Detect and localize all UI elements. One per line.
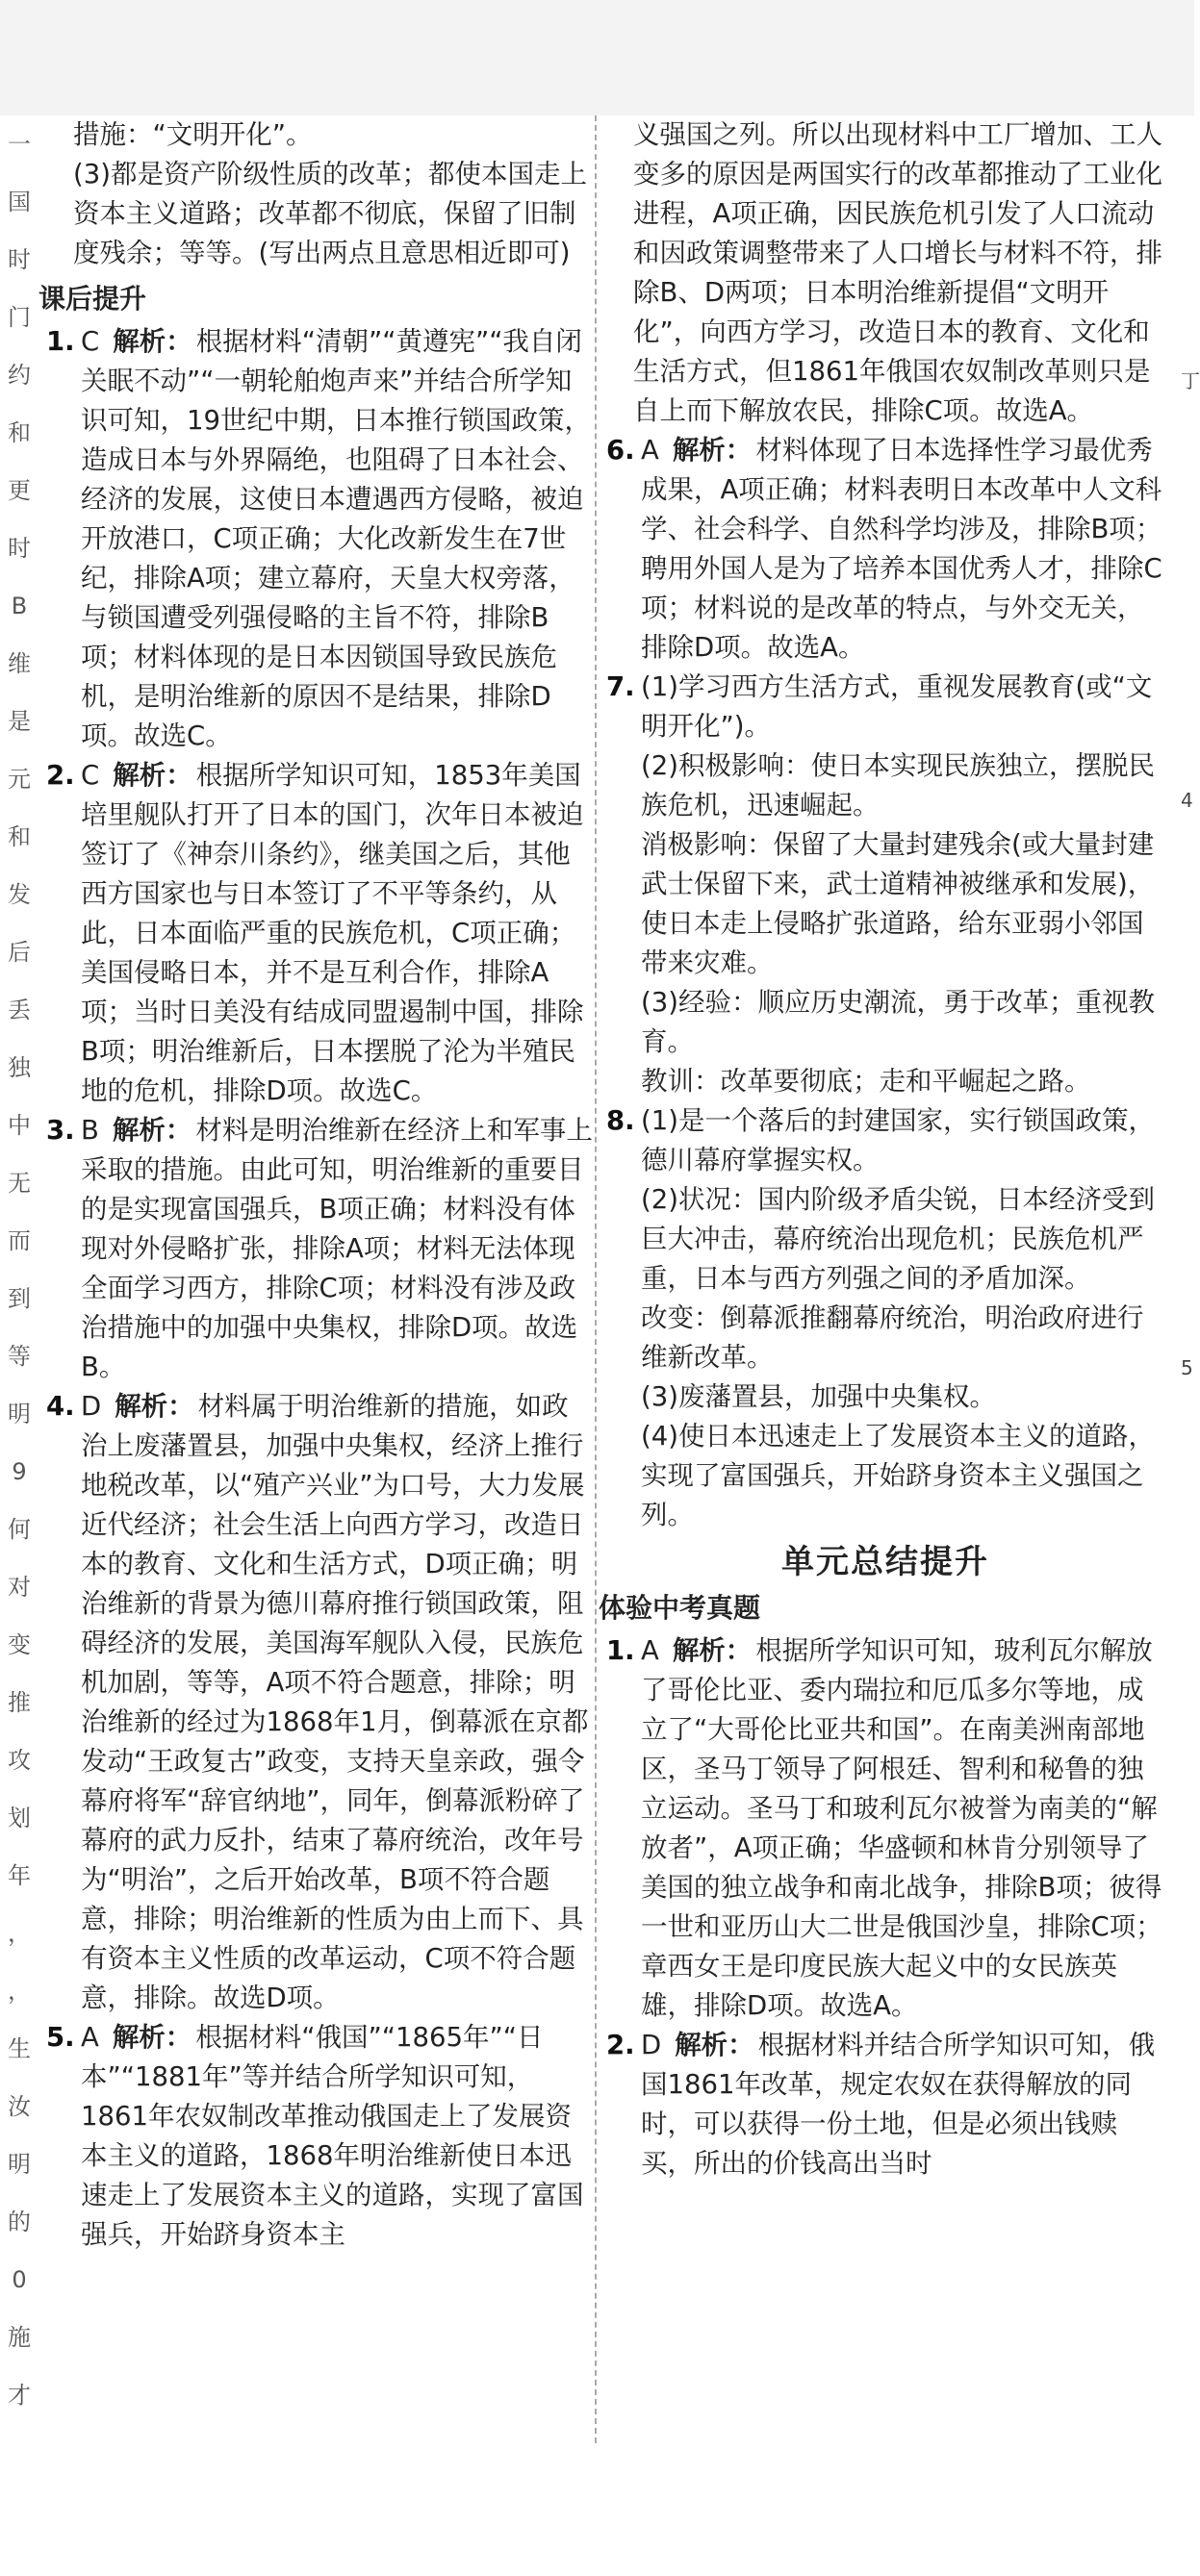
answer-item: [46, 2018, 595, 2255]
left-column: [38, 115, 595, 2255]
gutter-char: 划: [8, 1805, 31, 1831]
gutter-char: ，: [8, 1920, 31, 1947]
item-line: (4)使日本迅速走上了发展资本主义的道路，实现了富国强兵，开始跻身资本主义强国之列。: [641, 1421, 1155, 1530]
item-number: 1.: [46, 326, 75, 357]
column-divider: [595, 115, 597, 2443]
item-answer: C: [81, 326, 100, 357]
top-band: [0, 0, 1194, 115]
gutter-char: 攻: [8, 1747, 31, 1774]
answer-item: [46, 322, 595, 756]
item-text: 根据所学知识可知，玻利瓦尔解放了哥伦比亚、委内瑞拉和厄瓜多尔等地，成立了“大哥伦比亚共和国”。在南美洲南部地区，圣马丁领导了阿根廷、智利和秘鲁的独立运动。圣马丁和玻利瓦尔被誉为南美的“解放者”，A项正确；华盛顿和林肯分别领导了美国的独立战争和南北战争，排除B项；彼得一世和亚历山大二世是俄国沙皇，排除C项；章西女王是印度民族大起义中的女民族英雄，排除D项。故选A。: [641, 1635, 1162, 2021]
gutter-char: 独: [8, 1054, 31, 1081]
item-line: (3)废藩置县，加强中央集权。: [641, 1381, 996, 1412]
item-number: 7.: [606, 671, 635, 702]
gutter-char: 门: [8, 304, 31, 331]
gutter-char: 对: [8, 1574, 31, 1601]
section-heading-after-class: 课后提升: [38, 283, 147, 315]
item-answer: D: [81, 1391, 102, 1422]
gutter-char: 是: [8, 708, 31, 735]
answer-item: [46, 1387, 595, 2018]
item-text: 根据材料“俄国”“1865年”“日本”“1881年”等并结合所学知识可知，1861年农奴制改革推动俄国走上了发展资本主义的道路，1868年明治维新使日本迅速走上了发展资本主义的道路，实现了富国强兵，开始跻身资本主: [81, 2022, 584, 2250]
item-answer: C: [81, 760, 100, 791]
answer-item: [606, 1631, 1164, 2026]
gutter-char: 汝: [8, 2093, 31, 2120]
answer-item: [46, 756, 595, 1111]
gutter-char: 和: [8, 419, 31, 446]
gutter-char: 变: [8, 1631, 31, 1658]
left-gutter-fragments: [0, 115, 38, 2443]
gutter-char: 一: [8, 131, 31, 158]
gutter-char: 后: [8, 939, 31, 966]
analysis-label: 解析：: [112, 2022, 192, 2053]
gutter-char: B: [11, 593, 28, 619]
item-answer: A: [641, 435, 659, 466]
gutter-char: 才: [8, 2382, 31, 2409]
gutter-char: 生: [8, 2035, 31, 2062]
item-answer: A: [81, 2022, 99, 2053]
unit-summary-title: 单元总结提升: [781, 1543, 989, 1581]
gutter-char: 发: [8, 881, 31, 908]
gutter-char: 明: [8, 2151, 31, 2178]
intro-line: (3)都是资产阶级性质的改革；都使本国走上资本主义道路；改革都不彻底，保留了旧制度残余；等等。(写出两点且意思相近即可): [73, 159, 587, 268]
item-line: (2)状况：国内阶级矛盾尖锐，日本经济受到巨大冲击，幕府统治出现危机；民族危机严重，日本与西方列强之间的矛盾加深。: [641, 1184, 1155, 1294]
item-line: (1)是一个落后的封建国家，实行锁国政策，德川幕府掌握实权。: [641, 1105, 1155, 1175]
item-number: 5.: [46, 2022, 75, 2053]
item-number: 4.: [46, 1391, 75, 1422]
item-line: 教训：改革要彻底；走和平崛起之路。: [641, 1066, 1091, 1097]
item-line: 消极影响：保留了大量封建残余(或大量封建武士保留下来，武士道精神被继承和发展)，使日本走上侵略扩张道路，给东亚弱小邻国带来灾难。: [641, 829, 1155, 978]
item-answer: B: [81, 1115, 99, 1146]
gutter-char: 和: [8, 823, 31, 850]
gutter-char: 年: [8, 1862, 31, 1889]
item-answer: D: [641, 2030, 662, 2060]
answer-item: [606, 668, 1164, 1101]
item-number: 2.: [606, 2030, 635, 2060]
gutter-char: 约: [8, 362, 31, 389]
right-column: [599, 115, 1164, 2184]
item-number: 2.: [46, 760, 75, 791]
gutter-char: 元: [8, 766, 31, 793]
item-text: 根据材料“清朝”“黄遵宪”“我自闭关眠不动”“一朝轮舶炮声来”并结合所学知识可知，19世纪中期，日本推行锁国政策，造成日本与外界隔绝，也阻碍了日本社会、经济的发展，这使日本遭遇西方侵略，被迫开放港口，C项正确；大化改新发生在7世纪，排除A项；建立幕府，天皇大权旁落，与锁国遭受列强侵略的主旨不符，排除B项；材料体现的是日本因锁国导致民族危机，是明治维新的原因不是结果，排除D项。故选C。: [81, 326, 591, 751]
gutter-char: 时: [8, 535, 31, 562]
gutter-char: 维: [8, 650, 31, 677]
answer-item: [606, 1101, 1164, 1535]
item-line: (1)学习西方生活方式，重视发展教育(或“文明开化”)。: [641, 671, 1153, 742]
right-edge-mark: 5: [1181, 1356, 1193, 1379]
analysis-label: 解析：: [112, 1115, 192, 1146]
item-number: 1.: [606, 1635, 635, 1666]
item-text: 根据材料并结合所学知识可知，俄国1861年改革，规定农奴在获得解放的同时，可以获得一份土地，但是必须出钱赎买，所出的价钱高出当时: [641, 2030, 1156, 2179]
gutter-char: 无: [8, 1170, 31, 1197]
gutter-char: 到: [8, 1285, 31, 1312]
gutter-char: 的: [8, 2209, 31, 2235]
analysis-label: 解析：: [113, 326, 192, 357]
analysis-label: 解析：: [115, 1391, 194, 1422]
analysis-label: 解析：: [675, 2030, 754, 2060]
analysis-label: 解析：: [672, 435, 753, 466]
gutter-char: 9: [12, 1458, 27, 1485]
gutter-char: 何: [8, 1516, 31, 1543]
analysis-label: 解析：: [113, 760, 192, 791]
section-heading-exam: 体验中考真题: [599, 1592, 761, 1624]
answer-item: [46, 1111, 595, 1387]
answer-item: [606, 2026, 1164, 2184]
gutter-char: 中: [8, 1112, 31, 1139]
gutter-char: 而: [8, 1227, 31, 1254]
gutter-char: 丢: [8, 997, 31, 1023]
item-line: (3)经验：顺应历史潮流，勇于改革；重视教育。: [641, 987, 1155, 1057]
gutter-char: 国: [8, 189, 31, 215]
right-edge-fragments: [1181, 115, 1200, 2443]
right-edge-mark: 4: [1181, 789, 1193, 812]
continued-text: 义强国之列。所以出现材料中工厂增加、工人变多的原因是两国实行的改革都推动了工业化进程，A项正确，因民族危机引发了人口流动和因政策调整带来了人口增长与材料不符，排除B、D两项；日本明治维新提倡“文明开化”，向西方学习，改造日本的教育、文化和生活方式，但1861年俄国农奴制改革则只是自上而下解放农民，排除C项。故选A。: [633, 119, 1162, 426]
right-edge-mark: 丁: [1181, 369, 1200, 392]
item-answer: A: [641, 1635, 659, 1666]
gutter-char: 更: [8, 477, 31, 504]
gutter-char: 等: [8, 1343, 31, 1370]
item-line: 改变：倒幕派推翻幕府统治，明治政府进行维新改革。: [641, 1302, 1144, 1373]
item-text: 材料属于明治维新的措施，如政治上废藩置县，加强中央集权，经济上推行地税改革，以“殖产兴业”为口号，大力发展近代经济；社会生活上向西方学习，改造日本的教育、文化和生活方式，D项正确；明治维新的背景为德川幕府推行锁国政策，阻碍经济的发展，美国海军舰队入侵，民族危机加剧，等等，A项不符合题意，排除；明治维新的经过为1868年1月，倒幕派在京都发动“王政复古”政变，支持天皇亲政，强令幕府将军“辞官纳地”，同年，倒幕派粉碎了幕府的武力反扑，结束了幕府统治，改年号为“明治”，之后开始改革，B项不符合题意，排除；明治维新的性质为由上而下、具有资本主义性质的改革运动，C项不符合题意，排除。故选D项。: [81, 1391, 589, 2013]
item-number: 8.: [606, 1105, 635, 1136]
gutter-char: ，: [8, 1978, 31, 2005]
gutter-char: 推: [8, 1689, 31, 1716]
bottom-margin: [0, 2443, 1194, 2576]
gutter-char: 明: [8, 1401, 31, 1427]
analysis-label: 解析：: [672, 1635, 753, 1666]
item-text: 根据所学知识可知，1853年美国培里舰队打开了日本的国门，次年日本被迫签订了《神奈川条约》，继美国之后，其他西方国家也与日本签订了不平等条约，从此，日本面临严重的民族危机，C项正确；美国侵略日本，并不是互利合作，排除A项；当时日美没有结成同盟遏制中国，排除B项；明治维新后，日本摆脱了沦为半殖民地的危机，排除D项。故选C。: [81, 760, 584, 1106]
item-number: 3.: [46, 1115, 75, 1146]
gutter-char: 施: [8, 2324, 31, 2351]
item-text: 材料体现了日本选择性学习最优秀成果，A项正确；材料表明日本改革中人文科学、社会科学、自然科学均涉及，排除B项；聘用外国人是为了培养本国优秀人才，排除C项；材料说的是改革的特点，与外交无关，排除D项。故选A。: [641, 435, 1162, 663]
item-number: 6.: [606, 435, 635, 466]
gutter-char: 时: [8, 246, 31, 273]
answer-item: [606, 431, 1164, 668]
item-line: (2)积极影响：使日本实现民族独立，摆脱民族危机，迅速崛起。: [641, 750, 1155, 821]
item-text: 材料是明治维新在经济上和军事上采取的措施。由此可知，明治维新的重要目的是实现富国强兵，B项正确；材料没有体现对外侵略扩张，排除A项；材料无法体现全面学习西方，排除C项；材料没有涉及政治措施中的加强中央集权，排除D项。故选B。: [81, 1115, 593, 1382]
intro-line: 措施：“文明开化”。: [73, 119, 313, 150]
gutter-char: 0: [12, 2266, 27, 2293]
